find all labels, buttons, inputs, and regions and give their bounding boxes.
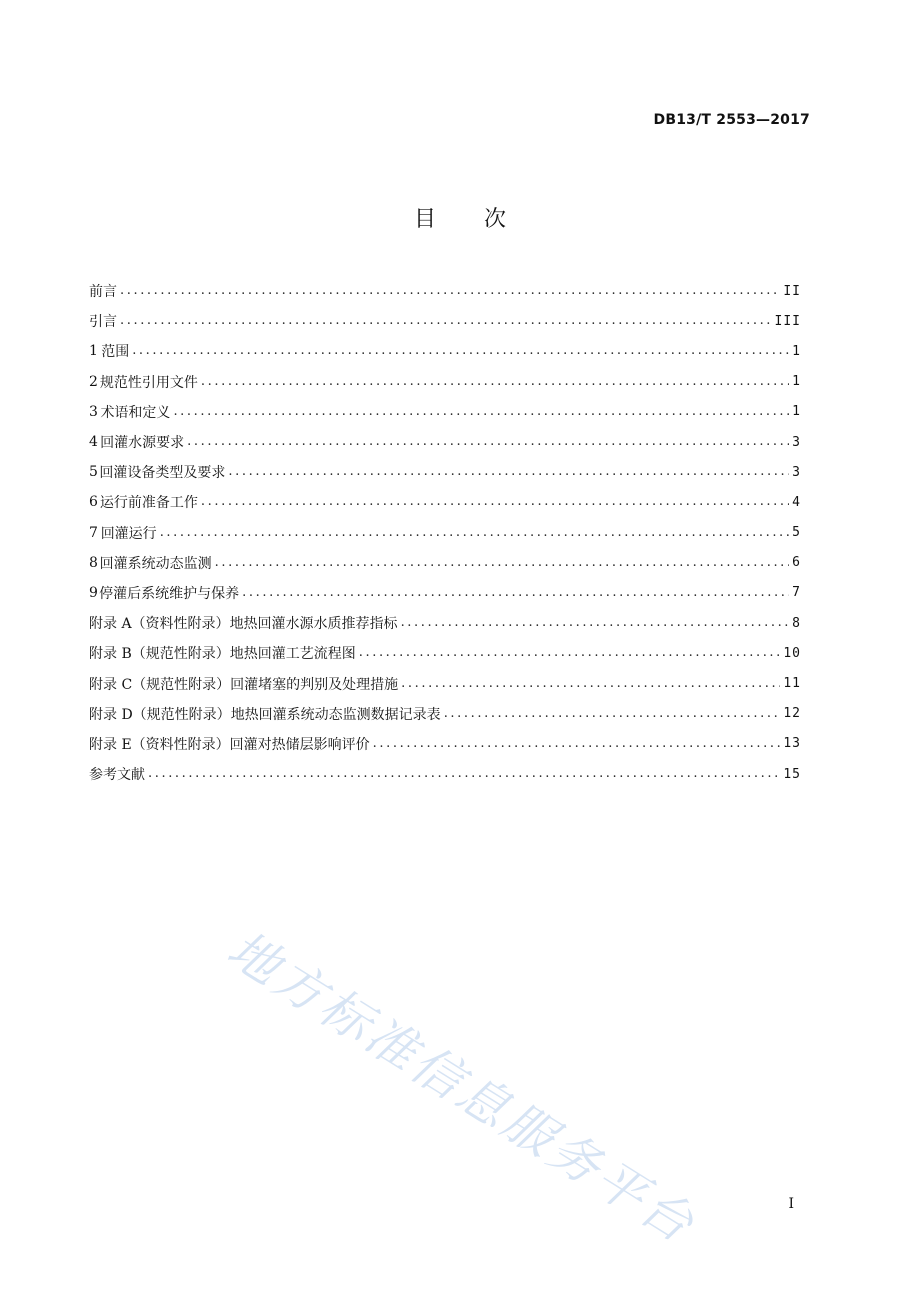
toc-entry-page: 7 — [792, 585, 801, 601]
toc-entry-page: 15 — [783, 766, 801, 782]
toc-entry-appendix-c[interactable] — [89, 668, 801, 698]
toc-entry-section-5[interactable] — [89, 457, 801, 487]
toc-entry-section-4[interactable] — [89, 427, 801, 457]
toc-entry-number: 4 — [89, 434, 98, 451]
toc-entry-title: 术语和定义 — [100, 404, 171, 421]
toc-entry-page: 1 — [792, 374, 801, 390]
toc-entry-page: 12 — [783, 706, 801, 722]
toc-dot-leader — [132, 343, 789, 359]
toc-dot-leader — [228, 464, 789, 480]
toc-entry-number: 5 — [89, 464, 98, 481]
toc-entry-title: 回灌设备类型及要求 — [99, 465, 226, 482]
toc-entry-section-9[interactable] — [89, 578, 801, 608]
toc-entry-page: 13 — [783, 736, 801, 752]
toc-dot-leader — [201, 374, 789, 390]
toc-dot-leader — [187, 434, 789, 450]
toc-dot-leader — [444, 706, 781, 722]
toc-entry-references[interactable] — [89, 759, 801, 789]
toc-entry-page: 5 — [792, 525, 801, 541]
toc-entry-number: 1 — [89, 343, 98, 360]
toc-dot-leader — [201, 494, 789, 510]
toc-entry-page: 11 — [783, 676, 801, 692]
toc-entry-title: 回灌对热储层影响评价 — [229, 736, 370, 753]
toc-entry-number: 6 — [89, 494, 98, 511]
toc-dot-leader — [120, 313, 772, 329]
toc-entry-title: 前言 — [89, 284, 117, 301]
toc-entry-foreword[interactable] — [89, 276, 801, 306]
toc-entry-introduction[interactable] — [89, 306, 801, 336]
toc-entry-title: 停灌后系统维护与保养 — [99, 585, 240, 602]
watermark-text: 地方标准信息服务平台 — [217, 919, 707, 1256]
toc-dot-leader — [401, 676, 780, 692]
toc-entry-appendix-e[interactable] — [89, 729, 801, 759]
toc-entry-number: 3 — [89, 403, 98, 420]
toc-entry-number: 2 — [89, 373, 98, 390]
toc-entry-section-3[interactable] — [89, 397, 801, 427]
toc-entry-title: 地热回灌水源水质推荐指标 — [229, 616, 398, 633]
toc-title-char-2: 次 — [484, 207, 507, 232]
toc-dot-leader — [401, 615, 790, 631]
toc-dot-leader — [173, 404, 789, 420]
toc-entry-page: 10 — [783, 645, 801, 661]
toc-entry-page: III — [774, 313, 801, 329]
toc-entry-number: 7 — [89, 524, 98, 541]
toc-entry-title: 回灌运行 — [100, 525, 157, 542]
toc-entry-title: 地热回灌工艺流程图 — [229, 646, 356, 663]
toc-entry-page: 6 — [792, 555, 801, 571]
toc-entry-title: 回灌水源要求 — [100, 435, 185, 452]
toc-entry-section-8[interactable] — [89, 548, 801, 578]
toc-entry-title: 运行前准备工作 — [99, 495, 198, 512]
toc-entry-number: 8 — [89, 554, 98, 571]
toc-entry-page: 8 — [792, 615, 801, 631]
toc-entry-appendix-label: 附录 E（资料性附录） — [89, 736, 230, 753]
toc-dot-leader — [359, 645, 781, 661]
toc-entry-section-1[interactable] — [89, 336, 801, 366]
toc-entry-title: 回灌堵塞的判别及处理措施 — [230, 676, 399, 693]
toc-entry-page: 4 — [792, 494, 801, 510]
toc-entry-section-2[interactable] — [89, 367, 801, 397]
toc-entry-title: 引言 — [89, 314, 117, 331]
toc-entry-title: 规范性引用文件 — [99, 374, 198, 391]
toc-entry-appendix-b[interactable] — [89, 638, 801, 668]
toc-title — [0, 202, 920, 233]
toc-entry-title: 范围 — [101, 344, 130, 361]
toc-entry-section-6[interactable] — [89, 487, 801, 517]
toc-dot-leader — [160, 525, 789, 541]
page-number: I — [788, 1196, 794, 1212]
toc-entry-appendix-label: 附录 B（规范性附录） — [89, 646, 230, 663]
toc-entry-appendix-a[interactable] — [89, 608, 801, 638]
toc-dot-leader — [148, 766, 780, 782]
toc-entry-page: II — [783, 283, 801, 299]
toc-entry-page: 1 — [792, 404, 801, 420]
document-code: DB13/T 2553—2017 — [653, 112, 810, 128]
toc-entry-number: 9 — [89, 584, 98, 601]
toc-title-char-1: 目 — [413, 207, 436, 232]
toc-dot-leader — [242, 585, 789, 601]
toc-entry-appendix-d[interactable] — [89, 699, 801, 729]
toc-dot-leader — [373, 736, 781, 752]
toc-entry-appendix-label: 附录 D（规范性附录） — [89, 706, 231, 723]
toc-entry-page: 3 — [792, 434, 801, 450]
toc-entry-appendix-label: 附录 C（规范性附录） — [89, 676, 231, 693]
toc-entry-section-7[interactable] — [89, 518, 801, 548]
toc-entry-title: 参考文献 — [89, 767, 145, 784]
toc-entry-title: 地热回灌系统动态监测数据记录表 — [230, 706, 441, 723]
toc-dot-leader — [215, 555, 790, 571]
toc-dot-leader — [120, 283, 780, 299]
toc-entry-page: 3 — [792, 464, 801, 480]
toc-list — [89, 276, 801, 789]
toc-entry-appendix-label: 附录 A（资料性附录） — [89, 616, 230, 633]
toc-entry-page: 1 — [792, 343, 801, 359]
toc-entry-title: 回灌系统动态监测 — [99, 555, 212, 572]
